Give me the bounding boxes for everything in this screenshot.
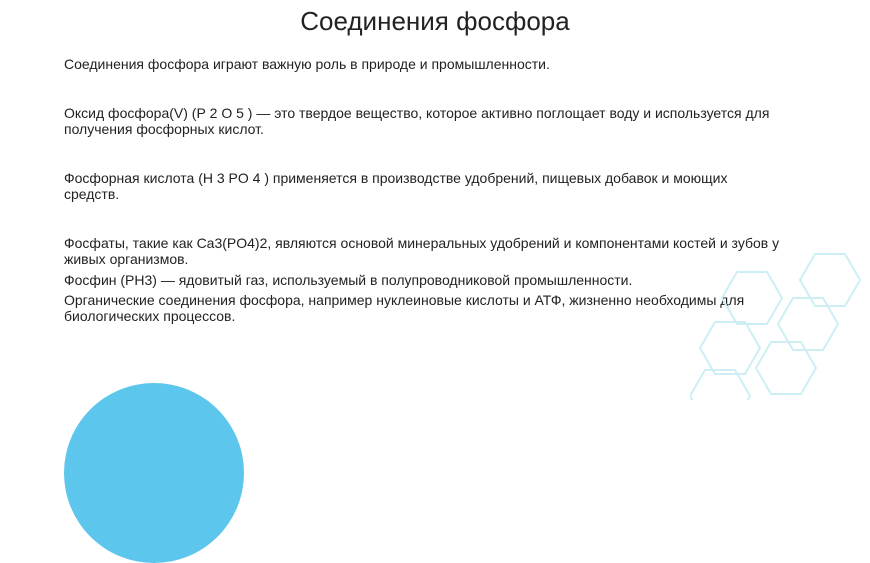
decorative-circle: [64, 383, 244, 563]
hexagon-pattern-icon: [690, 250, 870, 400]
phosphine-paragraph: Фосфин (PH3) — ядовитый газ, используемый в полупроводниковой промышленности.: [64, 272, 633, 288]
slide-title: Соединения фосфора: [300, 6, 570, 36]
phosphorus-oxide-paragraph: Оксид фосфора(V) (Р 2 O 5 ) — это твердое вещество, которое активно поглощает воду и используется для получения фосфорных кислот.: [64, 105, 770, 137]
organic-compounds-paragraph: Органические соединения фосфора, например нуклеиновые кислоты и АТФ, жизненно необходимы для биологических процессов.: [64, 292, 745, 324]
phosphoric-acid-paragraph: Фосфорная кислота (H 3 PO 4 ) применяется в производстве удобрений, пищевых добавок и моющих средств.: [64, 170, 728, 202]
phosphates-paragraph: Фосфаты, такие как Ca3(PO4)2, являются основой минеральных удобрений и компонентами костей и зубов у живых организмов.: [64, 235, 780, 267]
hexagon-shape: [722, 272, 782, 324]
hexagon-shape: [700, 322, 760, 374]
intro-paragraph: Соединения фосфора играют важную роль в природе и промышленности.: [64, 56, 550, 72]
